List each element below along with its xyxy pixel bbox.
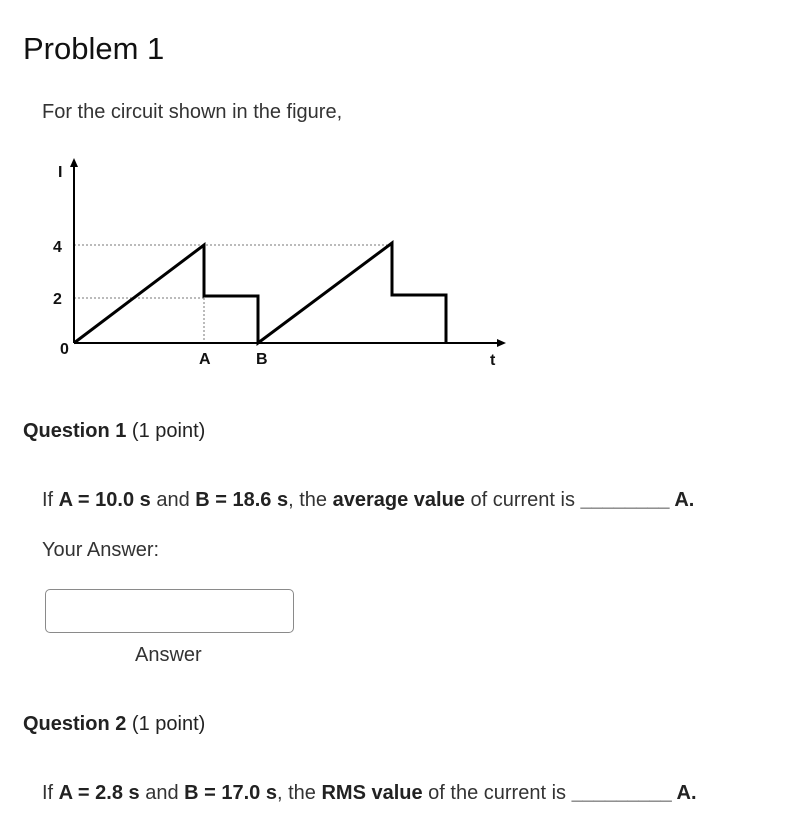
q2-quantity: RMS value [321, 782, 423, 804]
answer-input[interactable] [45, 589, 294, 633]
q1-quantity: average value [332, 489, 465, 511]
x-tick-a: A [199, 351, 211, 368]
question-2-text [42, 782, 697, 805]
q1-a-value: A = 10.0 s [58, 489, 151, 511]
q2-a-value: A = 2.8 s [58, 782, 140, 804]
x-axis-label: t [490, 352, 496, 369]
y-tick-4: 4 [53, 239, 62, 256]
question-1-header [23, 420, 205, 443]
y-axis-arrow-icon [70, 158, 78, 167]
question-1-points: (1 point) [131, 420, 206, 442]
q1-text-part: and [150, 489, 196, 511]
q1-blank-unit: ________ A. [580, 489, 695, 511]
current-waveform [74, 243, 446, 343]
x-axis-arrow-icon [497, 339, 506, 347]
page-title: Problem 1 [23, 31, 165, 66]
q2-blank-unit: _________ A. [571, 782, 697, 804]
question-1-text [42, 489, 694, 512]
answer-input-label: Answer [135, 644, 202, 666]
x-tick-b: B [256, 351, 268, 368]
current-waveform-figure [50, 153, 520, 383]
q1-text-part: , the [288, 489, 333, 511]
problem-intro: For the circuit shown in the figure, [42, 101, 343, 123]
q2-text-part: If [42, 782, 59, 804]
question-2-title: Question 2 [23, 713, 127, 735]
q1-b-value: B = 18.6 s [195, 489, 289, 511]
q2-b-value: B = 17.0 s [184, 782, 277, 804]
y-tick-0: 0 [60, 341, 69, 358]
question-2-points: (1 point) [131, 713, 206, 735]
y-tick-2: 2 [53, 291, 62, 308]
question-2-header [23, 713, 205, 736]
y-axis-label: I [58, 164, 63, 181]
q2-text-part: and [139, 782, 185, 804]
your-answer-prompt: Your Answer: [42, 539, 160, 561]
q1-text-part: of current is [464, 489, 581, 511]
question-1-title: Question 1 [23, 420, 127, 442]
q2-text-part: of the current is [422, 782, 572, 804]
q2-text-part: , the [276, 782, 322, 804]
q1-text-part: If [42, 489, 59, 511]
